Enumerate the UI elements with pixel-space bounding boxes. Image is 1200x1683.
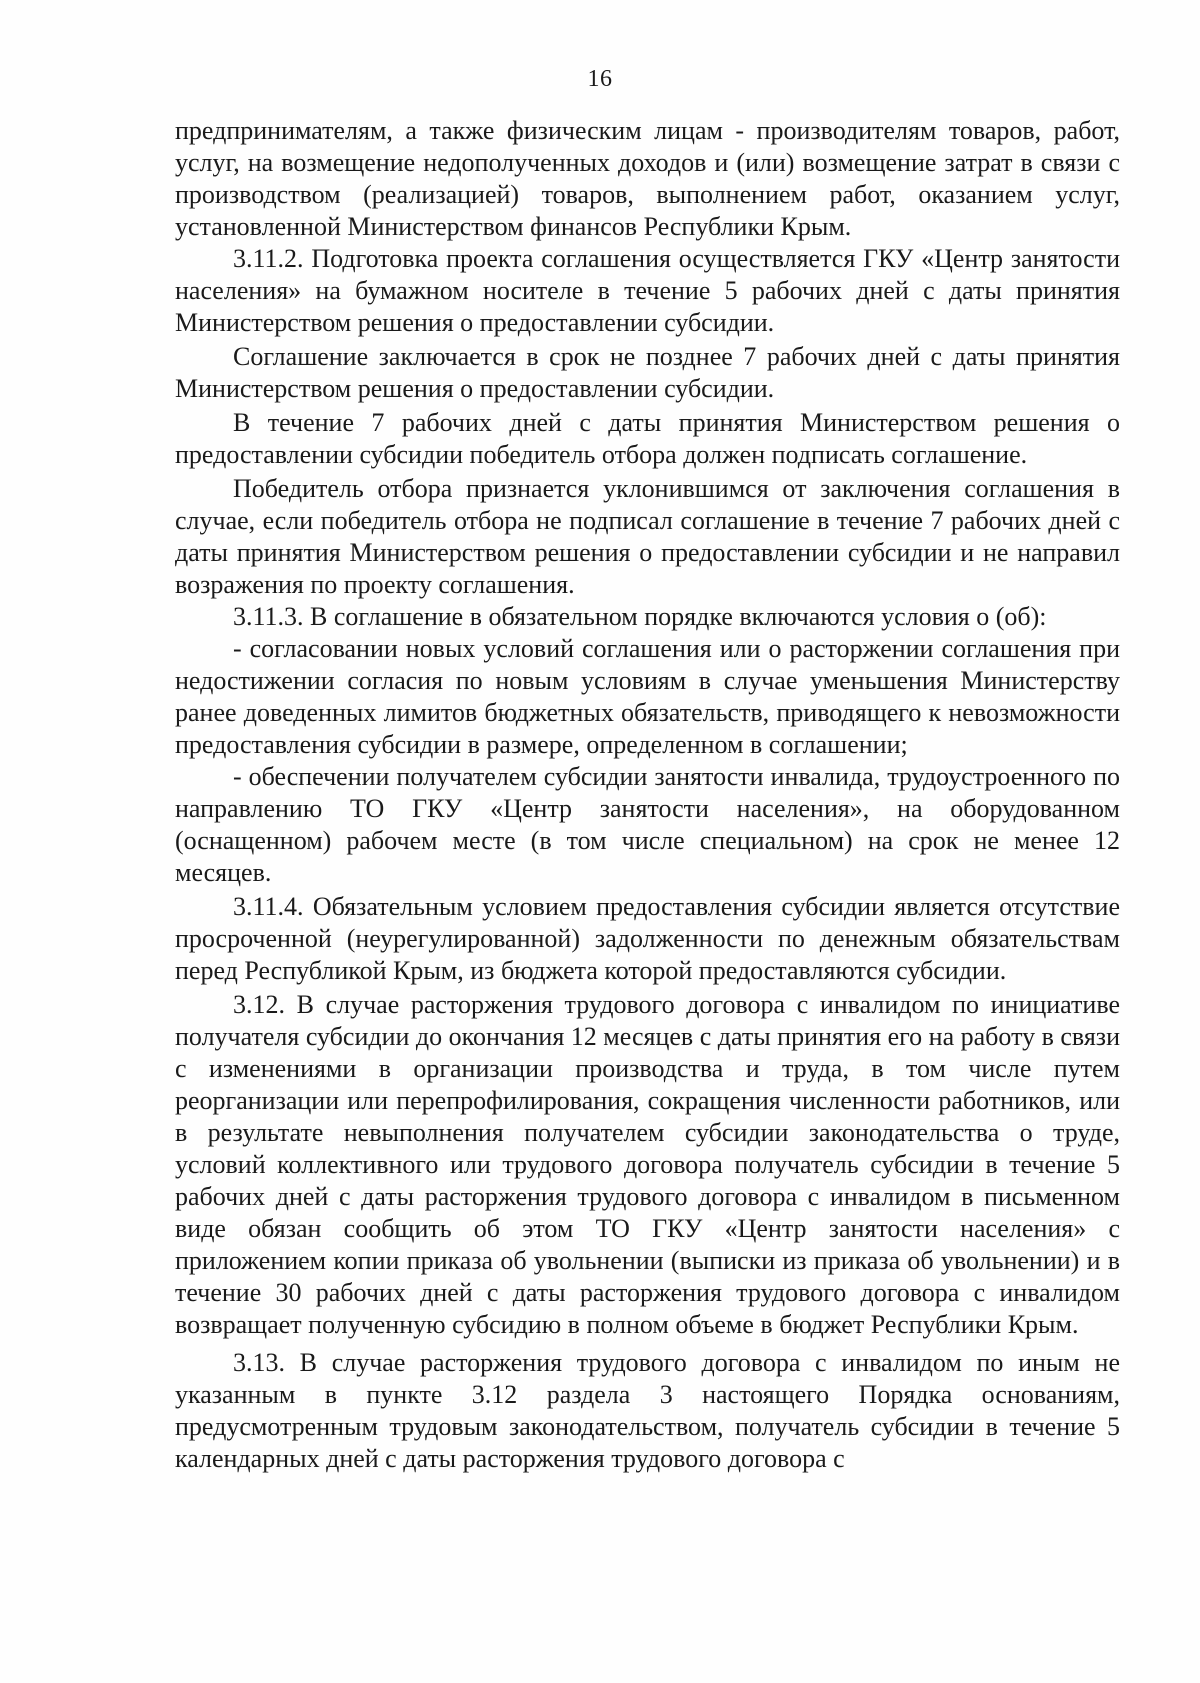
paragraph-3-11-4: 3.11.4. Обязательным условием предоставления субсидии является отсутствие просроченной (неурегулированной) задолженности по денежным обязательствам перед Республикой Крым, из бюджета которой предоставляются субсидии. xyxy=(175,892,1120,985)
document-body xyxy=(175,115,1120,1475)
paragraph-3-11-2: 3.11.2. Подготовка проекта соглашения осуществляется ГКУ «Центр занятости населения» на бумажном носителе в течение 5 рабочих дней с даты принятия Министерством решения о предоставлении субсидии. xyxy=(175,244,1120,337)
paragraph-condition-new-terms: - согласовании новых условий соглашения или о расторжении соглашения при недостижении согласия по новым условиям в случае уменьшения Министерству ранее доведенных лимитов бюджетных обязательств, приводящего к невозможности предоставления субсидии в размере, определенном в соглашении; xyxy=(175,634,1120,759)
paragraph-continuation: предпринимателям, а также физическим лицам - производителям товаров, работ, услуг, на возмещение недополученных доходов и (или) возмещение затрат в связи с производством (реализацией) товаров, выполнением работ, оказанием услуг, установленной Министерством финансов Республики Крым. xyxy=(175,116,1120,241)
paragraph-evasion: Победитель отбора признается уклонившимся от заключения соглашения в случае, если победитель отбора не подписал соглашение в течение 7 рабочих дней с даты принятия Министерством решения о предоставлении субсидии и не направил возражения по проекту соглашения. xyxy=(175,474,1120,599)
paragraph-agreement-term: Соглашение заключается в срок не позднее 7 рабочих дней с даты принятия Министерством решения о предоставлении субсидии. xyxy=(175,342,1120,403)
paragraph-3-12: 3.12. В случае расторжения трудового договора с инвалидом по инициативе получателя субсидии до окончания 12 месяцев с даты принятия его на работу в связи с изменениями в организации производства и труда, в том числе путем реорганизации или перепрофилирования, сокращения численности работников, или в результате невыполнения получателем субсидии законодательства о труде, условий коллективного или трудового договора получатель субсидии в течение 5 рабочих дней с даты расторжения трудового договора с инвалидом в письменном виде обязан сообщить об этом ТО ГКУ «Центр занятости населения» с приложением копии приказа об увольнении (выписки из приказа об увольнении) и в течение 30 рабочих дней с даты расторжения трудового договора с инвалидом возвращает полученную субсидию в полном объеме в бюджет Республики Крым. xyxy=(175,990,1120,1339)
paragraph-3-13: 3.13. В случае расторжения трудового договора с инвалидом по иным не указанным в пункте 3.12 раздела 3 настоящего Порядка основаниям, предусмотренным трудовым законодательством, получатель субсидии в течение 5 календарных дней с даты расторжения трудового договора с xyxy=(175,1348,1120,1473)
paragraph-3-11-3: 3.11.3. В соглашение в обязательном порядке включаются условия о (об): xyxy=(233,602,1047,631)
paragraph-signing-deadline: В течение 7 рабочих дней с даты принятия Министерством решения о предоставлении субсидии победитель отбора должен подписать соглашение. xyxy=(175,408,1120,469)
paragraph-condition-employment: - обеспечении получателем субсидии занятости инвалида, трудоустроенного по направлению ТО ГКУ «Центр занятости населения», на оборудованном (оснащенном) рабочем месте (в том числе специальном) на срок не менее 12 месяцев. xyxy=(175,762,1120,887)
page-number: 16 xyxy=(587,66,613,92)
